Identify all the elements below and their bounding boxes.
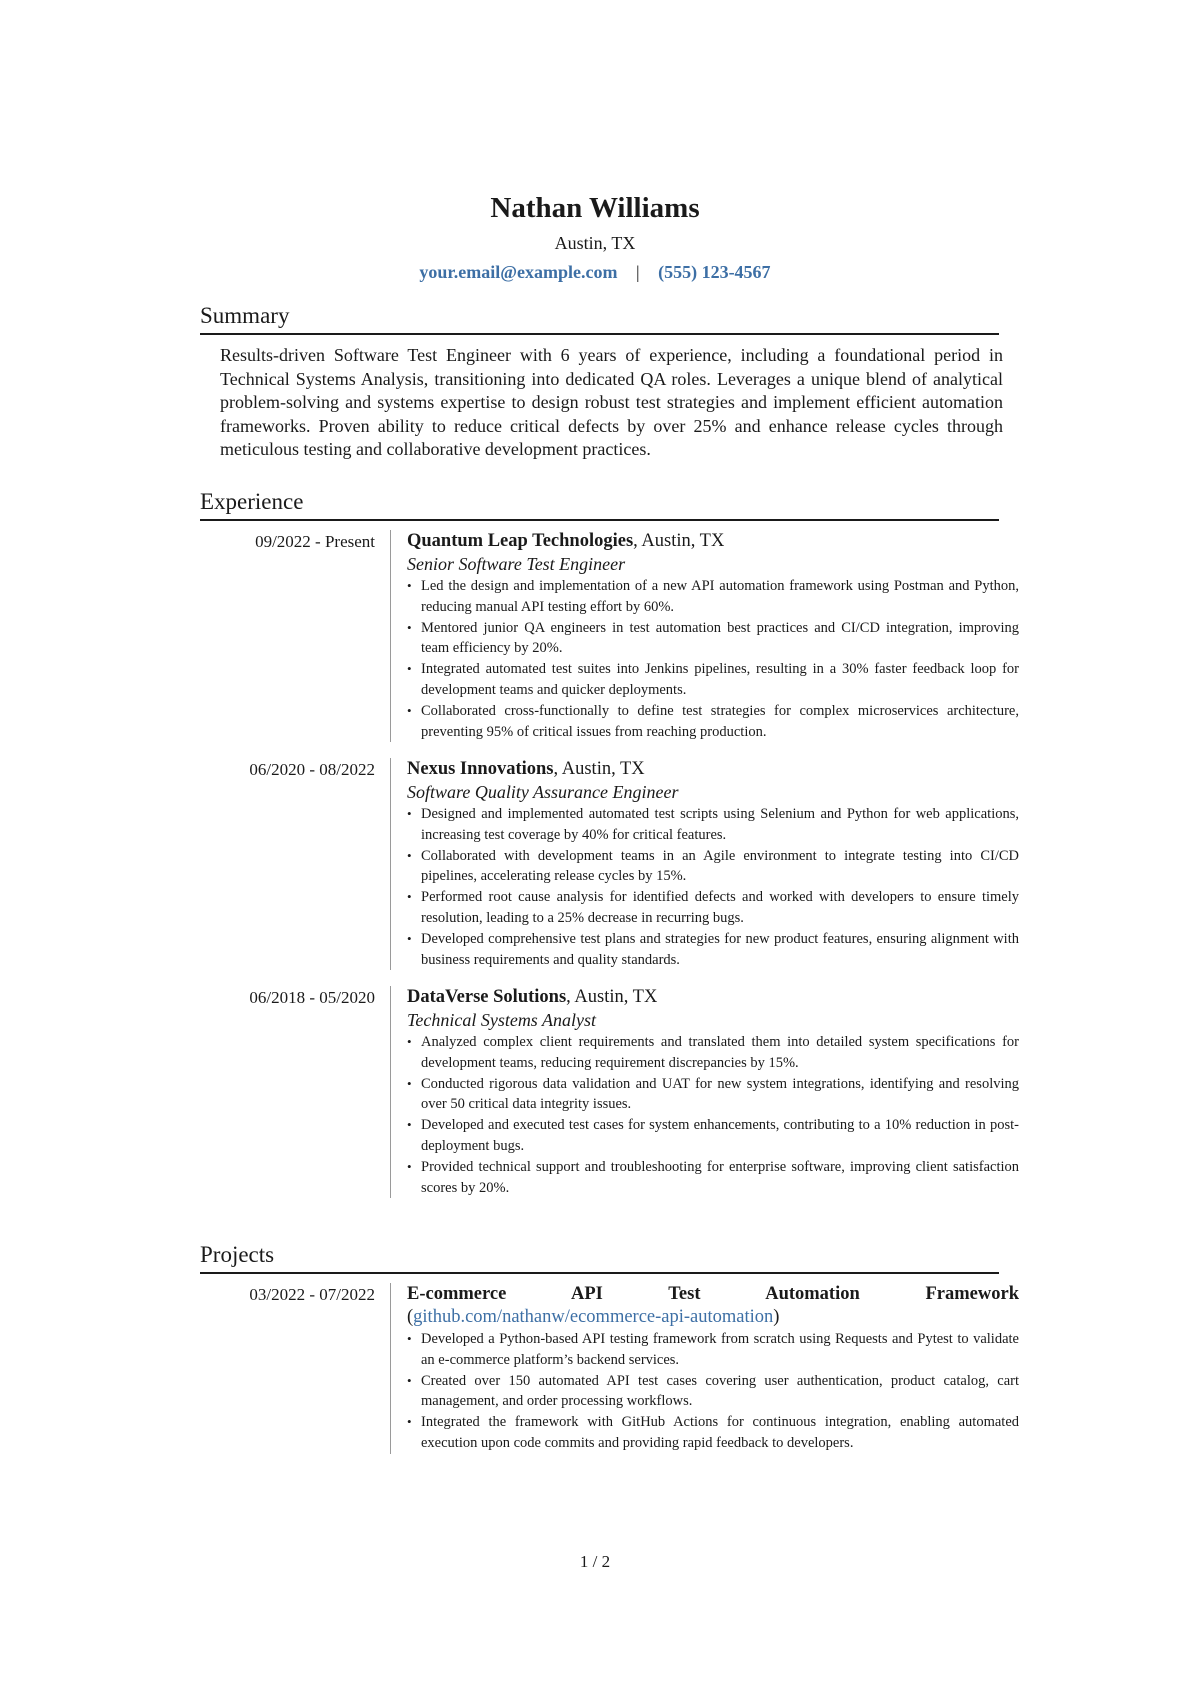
bullet-item: • Created over 150 automated API test cases covering user authentication, product catalog, cart management, and order processing workflows.: [407, 1371, 1019, 1413]
email-link: your.email@example.com: [419, 262, 618, 282]
bullet-item: • Developed comprehensive test plans and strategies for new product features, ensuring alignment with business requirements and quality standards.: [407, 929, 1019, 971]
project-link: github.com/nathanw/ecommerce-api-automation: [413, 1307, 774, 1327]
candidate-name: Nathan Williams: [490, 192, 700, 224]
entry-company-line: [407, 758, 1019, 781]
bullet-item: • Integrated automated test suites into Jenkins pipelines, resulting in a 30% faster feedback loop for development teams and quicker deployments.: [407, 659, 1019, 701]
entry-date: 06/2020 - 08/2022: [249, 760, 375, 779]
company-name: DataVerse Solutions: [407, 987, 567, 1007]
entry-body: [390, 1283, 1019, 1454]
entry-date: 06/2018 - 05/2020: [249, 988, 375, 1007]
bullet-item: • Analyzed complex client requirements and translated them into detailed system specifications for development teams, reducing requirement discrepancies by 15%.: [407, 1032, 1019, 1074]
bullet-item: • Mentored junior QA engineers in test automation best practices and CI/CD integration, improving team efficiency by 20%.: [407, 618, 1019, 660]
candidate-location: Austin, TX: [554, 233, 636, 253]
company-name: Quantum Leap Technologies: [407, 531, 634, 551]
section-title-experience: Experience: [200, 487, 999, 521]
bullet-list: [407, 1329, 1019, 1454]
company-location: , Austin, TX: [566, 987, 658, 1007]
section-title-summary: Summary: [200, 301, 999, 335]
entry-body: [390, 758, 1019, 970]
bullet-item: • Collaborated cross-functionally to define test strategies for complex microservices architecture, preventing 95% of critical issues from reaching production.: [407, 701, 1019, 743]
bullet-item: • Collaborated with development teams in an Agile environment to integrate testing into CI/CD pipelines, accelerating release cycles by 15%.: [407, 846, 1019, 888]
bullet-item: • Performed root cause analysis for identified defects and worked with developers to ensure timely resolution, leading to a 25% decrease in recurring bugs.: [407, 887, 1019, 929]
job-title: Technical Systems Analyst: [407, 1010, 596, 1030]
project-paren-close: ): [773, 1307, 780, 1327]
bullet-item: • Provided technical support and troubleshooting for enterprise software, improving client satisfaction scores by 20%.: [407, 1157, 1019, 1199]
company-location: , Austin, TX: [553, 759, 645, 779]
contact-line: [0, 259, 1190, 285]
job-title: Software Quality Assurance Engineer: [407, 782, 679, 802]
entry-company-line: [407, 530, 1019, 553]
bullet-list: [407, 1032, 1019, 1198]
entry-body: [390, 530, 1019, 742]
summary-text: Results-driven Software Test Engineer with 6 years of experience, including a foundational period in Technical Systems Analysis, transitioning into dedicated QA roles. Leverages a unique blend of analytical problem-solving and systems expertise to design robust test strategies and implement efficient automation frameworks. Proven ability to reduce critical defects by over 25% and enhance release cycles through meticulous testing and collaborative development practices.: [220, 345, 1003, 459]
section-title-projects: Projects: [200, 1240, 999, 1274]
bullet-item: • Conducted rigorous data validation and UAT for new system integrations, identifying and resolving over 50 critical data integrity issues.: [407, 1074, 1019, 1116]
bullet-item: • Led the design and implementation of a new API automation framework using Postman and Python, reducing manual API testing effort by 60%.: [407, 576, 1019, 618]
bullet-item: • Designed and implemented automated test scripts using Selenium and Python for web applications, increasing test coverage by 40% for critical features.: [407, 804, 1019, 846]
project-name: E-commerce API Test Automation Framework: [407, 1284, 1019, 1304]
company-name: Nexus Innovations: [407, 759, 554, 779]
contact-separator: |: [635, 262, 640, 282]
entry-company-line: [407, 986, 1019, 1009]
resume-header: [0, 190, 1190, 285]
entry-date: 09/2022 - Present: [255, 532, 375, 551]
bullet-list: [407, 576, 1019, 742]
page-number: 1 / 2: [579, 1552, 611, 1571]
bullet-item: • Integrated the framework with GitHub Actions for continuous integration, enabling automated execution upon code commits and providing rapid feedback to developers.: [407, 1412, 1019, 1454]
bullet-list: [407, 804, 1019, 970]
phone-link: (555) 123-4567: [658, 262, 771, 282]
bullet-item: • Developed a Python-based API testing framework from scratch using Requests and Pytest to validate an e-commerce platform’s backend services.: [407, 1329, 1019, 1371]
company-location: , Austin, TX: [633, 531, 725, 551]
project-paren-open: (: [407, 1307, 414, 1327]
bullet-item: • Developed and executed test cases for system enhancements, contributing to a 10% reduction in post-deployment bugs.: [407, 1115, 1019, 1157]
job-title: Senior Software Test Engineer: [407, 554, 626, 574]
entry-body: [390, 986, 1019, 1198]
entry-date: 03/2022 - 07/2022: [249, 1285, 375, 1304]
project-title-line: [407, 1283, 1019, 1329]
